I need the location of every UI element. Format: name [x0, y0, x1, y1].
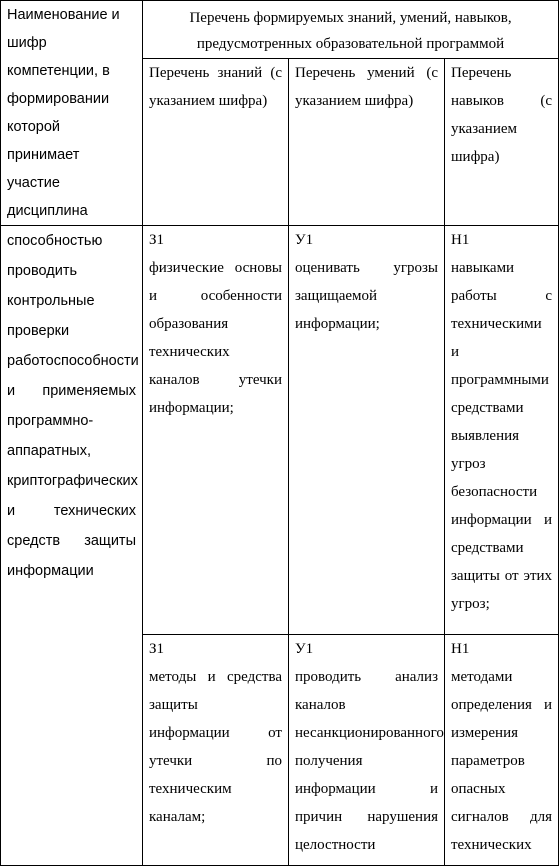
ability-cell	[445, 226, 559, 635]
knowledge-code: З1	[149, 641, 165, 657]
skill-text: оценивать угрозы защищаемой информации;	[295, 260, 438, 332]
competence-cell	[1, 226, 143, 866]
knowledge-cell	[143, 635, 289, 866]
header-skills	[289, 58, 445, 225]
skill-cell	[289, 226, 445, 635]
knowledge-text: физические основы и особенности образования технических каналов утечки информации;	[149, 260, 282, 416]
ability-cell	[445, 635, 559, 866]
skill-text: проводить анализ каналов несанкционированного получения информации и причин нарушения целостности	[295, 669, 444, 853]
skill-code: У1	[295, 232, 314, 248]
header-knowledge	[143, 58, 289, 225]
header-competence-name	[1, 1, 143, 226]
knowledge-text: методы и средства защиты информации от утечки по техническим каналам;	[149, 669, 282, 825]
knowledge-cell	[143, 226, 289, 635]
ability-code: Н1	[451, 641, 470, 657]
competence-text: способностью проводить контрольные проверки работоспособности и применяемых программно-аппаратных, криптографических и технических средств защиты информации	[7, 233, 139, 579]
header-knowledge-text: Перечень знаний (с указанием шифра)	[149, 64, 282, 109]
header-main	[143, 1, 559, 59]
skill-cell	[289, 635, 445, 866]
header-competence-name-text: Наименование и шифр компетенции, в формировании которой принимает участие дисциплина	[7, 7, 120, 219]
skill-code: У1	[295, 641, 314, 657]
header-skills-text: Перечень умений (с указанием шифра)	[295, 64, 438, 109]
knowledge-code: З1	[149, 232, 165, 248]
header-abilities-text: Перечень навыков (с указанием шифра)	[451, 64, 553, 165]
ability-code: Н1	[451, 232, 470, 248]
header-main-text: Перечень формируемых знаний, умений, навыков, предусмотренных образовательной программой	[189, 10, 512, 52]
ability-text: методами определения и измерения параметров опасных сигналов для технических	[451, 669, 553, 853]
header-abilities	[445, 58, 559, 225]
ability-text: навыками работы с техническими и программными средствами выявления угроз безопасности информации и средствами защиты от этих угроз;	[451, 260, 553, 612]
